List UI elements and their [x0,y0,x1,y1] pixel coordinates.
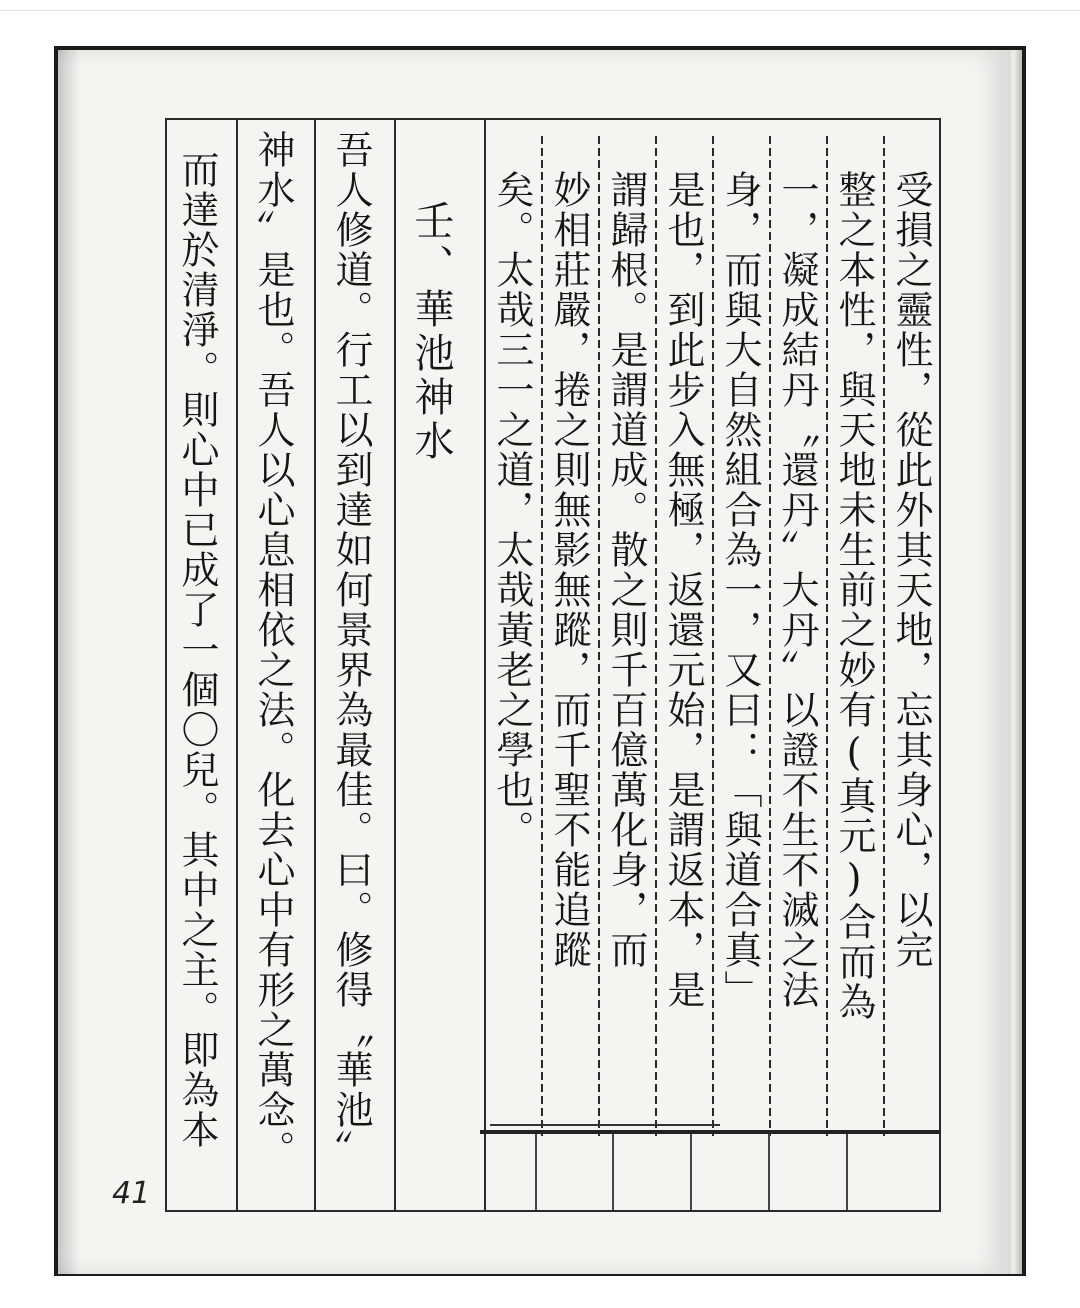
column-rule [541,136,543,1136]
column-rule [394,118,396,1212]
page-edge [1008,50,1022,1274]
column-rule [655,136,657,1136]
text-column: 矣。太哉三一之道，太哉黃老之學也。 [490,170,534,850]
column-rule [236,118,238,1212]
text-column: 妙相莊嚴，捲之則無影無蹤，而千聖不能追蹤 [547,170,591,970]
spine-shadow [58,50,80,1274]
column-rule [598,136,600,1136]
bottom-bar [480,1130,941,1134]
column-rule [712,136,714,1136]
grid-cell-line [612,1134,614,1210]
column-rule [484,118,486,1212]
grid-cell-line [846,1134,848,1210]
body-column: 吾人修道。行工以到達如何景界為最佳。曰。修得〝華池〞 [329,130,373,1170]
text-column: 謂歸根。是謂道成。散之則千百億萬化身，而 [604,170,648,970]
grid-cell-line [768,1134,770,1210]
text-column: 身，而與大自然組合為一，又曰：「與道合真」 [718,170,762,1010]
top-divider [0,10,1080,11]
text-column: 受損之靈性，從此外其天地，忘其身心，以完 [889,170,933,970]
body-column: 神水〞是也。吾人以心息相依之法。化去心中有形之萬念。 [251,130,295,1170]
grid-cell-line [535,1134,537,1210]
text-column: 整之本性，與天地未生前之妙有(真元)合而為 [832,170,876,1022]
grid-cell-line [690,1134,692,1210]
column-rule [826,136,828,1136]
column-rule [883,136,885,1136]
column-rule [314,118,316,1212]
bottom-bar-thin [490,1124,720,1126]
column-rule [769,136,771,1136]
page-number: 41 [112,1176,151,1211]
section-heading: 壬、華池神水 [408,200,454,464]
text-column: 一，凝成結丹〝還丹〞大丹〞以證不生不滅之法 [775,170,819,1010]
text-column: 是也，到此步入無極，返還元始，是謂返本，是 [661,170,705,1010]
body-column: 而達於清淨。則心中已成了一個〇兒。其中之主。即為本 [175,150,219,1150]
